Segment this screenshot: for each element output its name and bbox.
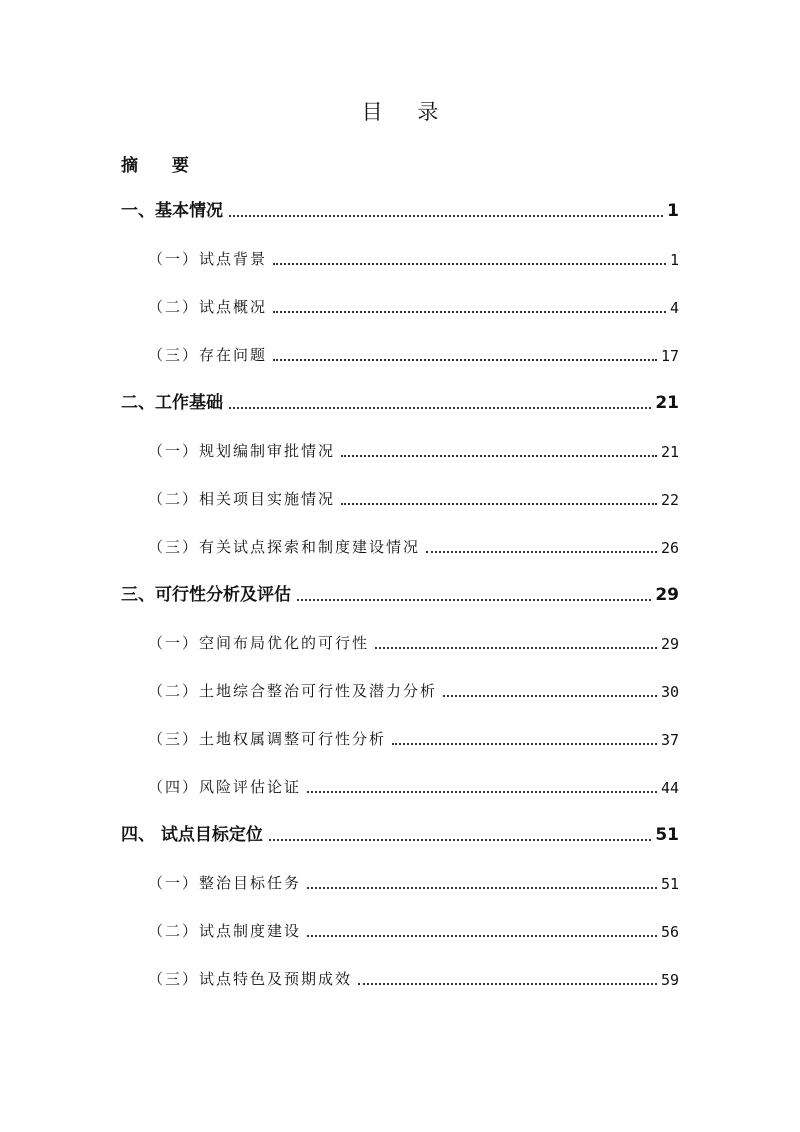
toc-page-number: 17 (660, 347, 679, 365)
toc-page-number: 26 (660, 539, 679, 557)
toc-page-number: 37 (660, 731, 679, 749)
toc-entry-label: （三）有关试点探索和制度建设情况 (148, 538, 421, 556)
toc-leader-dots (229, 215, 663, 217)
toc-entry-label: （二）相关项目实施情况 (148, 490, 336, 508)
toc-subsection-entry (148, 917, 679, 941)
toc-leader-dots (358, 983, 657, 985)
toc-leader-dots (375, 647, 657, 649)
toc-entry-label: （三）土地权属调整可行性分析 (148, 730, 387, 748)
toc-page-number: 56 (660, 923, 679, 941)
toc-page-number: 4 (669, 299, 679, 317)
toc-page-number: 29 (660, 635, 679, 653)
toc-subsection-entry (148, 437, 679, 461)
toc-leader-dots (273, 359, 657, 361)
toc-leader-dots (443, 695, 657, 697)
toc-subsection-entry (148, 293, 679, 317)
toc-leader-dots (307, 791, 657, 793)
toc-subsection-entry (148, 341, 679, 365)
toc-leader-dots (273, 311, 666, 313)
toc-entry-label: 四、 试点目标定位 (121, 825, 263, 845)
toc-leader-dots (341, 455, 657, 457)
toc-subsection-entry (148, 773, 679, 797)
toc-subsection-entry (148, 629, 679, 653)
abstract-heading: 摘 要 (121, 156, 203, 176)
toc-subsection-entry (148, 725, 679, 749)
toc-entry-label: （三）存在问题 (148, 346, 268, 364)
toc-page-number: 22 (660, 491, 679, 509)
toc-entry-label: （二）土地综合整治可行性及潜力分析 (148, 682, 438, 700)
toc-page-number: 21 (655, 393, 679, 413)
toc-section-entry (121, 389, 679, 413)
toc-page-number: 21 (660, 443, 679, 461)
toc-page-number: 1 (669, 251, 679, 269)
toc-entry-label: （一）空间布局优化的可行性 (148, 634, 370, 652)
toc-entry-label: （二）试点制度建设 (148, 922, 302, 940)
toc-subsection-entry (148, 965, 679, 989)
toc-subsection-entry (148, 677, 679, 701)
toc-subsection-entry (148, 245, 679, 269)
toc-entry-label: （一）规划编制审批情况 (148, 442, 336, 460)
toc-leader-dots (269, 839, 651, 841)
toc-subsection-entry (148, 533, 679, 557)
toc-leader-dots (341, 503, 657, 505)
toc-section-entry (121, 581, 679, 605)
toc-page-number: 44 (660, 779, 679, 797)
toc-leader-dots (307, 887, 657, 889)
toc-entry-label: 一、基本情况 (121, 201, 223, 221)
toc-entry-label: （二）试点概况 (148, 298, 268, 316)
toc-entry-label: 二、工作基础 (121, 393, 223, 413)
toc-subsection-entry (148, 869, 679, 893)
toc-page-number: 51 (655, 825, 679, 845)
toc-page-number: 30 (660, 683, 679, 701)
toc-page-number: 1 (667, 201, 679, 221)
toc-title: 目 录 (361, 100, 453, 124)
toc-section-entry (121, 821, 679, 845)
toc-page-number: 51 (660, 875, 679, 893)
toc-subsection-entry (148, 485, 679, 509)
toc-section-entry (121, 197, 679, 221)
toc-page-number: 59 (660, 971, 679, 989)
toc-leader-dots (392, 743, 657, 745)
toc-page-number: 29 (655, 585, 679, 605)
toc-leader-dots (229, 407, 651, 409)
toc-entry-label: （四）风险评估论证 (148, 778, 302, 796)
toc-entry-label: 三、可行性分析及评估 (121, 585, 291, 605)
toc-leader-dots (273, 263, 666, 265)
toc-leader-dots (297, 599, 651, 601)
toc-leader-dots (307, 935, 657, 937)
toc-entry-label: （三）试点特色及预期成效 (148, 970, 353, 988)
toc-leader-dots (426, 551, 657, 553)
toc-entry-label: （一）试点背景 (148, 250, 268, 268)
toc-entry-label: （一）整治目标任务 (148, 874, 302, 892)
